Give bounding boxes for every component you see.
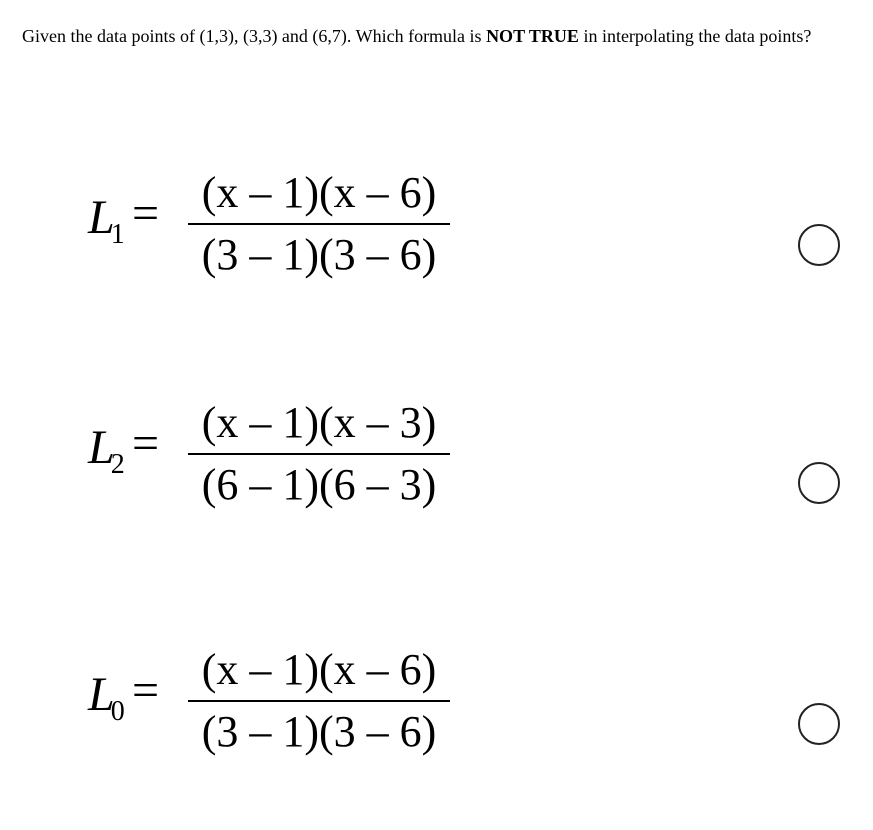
formula-3-equals: = (132, 664, 160, 717)
option-2 (0, 398, 873, 538)
formula-2-subscript: 2 (110, 449, 125, 480)
formula-1-equals: = (132, 187, 160, 240)
formula-3-fraction (188, 645, 450, 757)
formula-1-denominator: (3 – 1)(3 – 6) (201, 230, 437, 279)
formula-1-symbol: L (88, 191, 115, 244)
formula-1-numerator: (x – 1)(x – 6) (201, 168, 437, 217)
option-1-radio[interactable] (798, 224, 840, 266)
formula-2-symbol: L (88, 421, 115, 474)
formula-1-subscript: 1 (110, 219, 125, 250)
option-1 (0, 168, 873, 308)
formula-1-lhs (88, 190, 125, 250)
question-text-before: Given the data points of (1,3), (3,3) and (6,7). Which formula is (22, 26, 487, 46)
formula-3-numerator: (x – 1)(x – 6) (201, 645, 437, 694)
option-3-radio[interactable] (798, 703, 840, 745)
question-emphasis: NOT TRUE (486, 26, 579, 46)
formula-1-fraction-bar (188, 223, 450, 225)
formula-3-lhs (88, 667, 125, 727)
question-text-after: in interpolating the data points? (578, 26, 812, 46)
formula-2-numerator: (x – 1)(x – 3) (201, 398, 437, 447)
option-2-radio[interactable] (798, 462, 840, 504)
formula-3-symbol: L (88, 668, 115, 721)
formula-2-fraction-bar (188, 453, 450, 455)
question-text (22, 24, 842, 48)
formula-1-fraction (188, 168, 450, 280)
formula-3-denominator: (3 – 1)(3 – 6) (201, 707, 437, 756)
formula-3-fraction-bar (188, 700, 450, 702)
formula-2-lhs (88, 420, 125, 480)
formula-2-equals: = (132, 417, 160, 470)
formula-2-denominator: (6 – 1)(6 – 3) (201, 460, 437, 509)
option-3 (0, 645, 873, 785)
formula-3-subscript: 0 (110, 696, 125, 727)
formula-2-fraction (188, 398, 450, 510)
